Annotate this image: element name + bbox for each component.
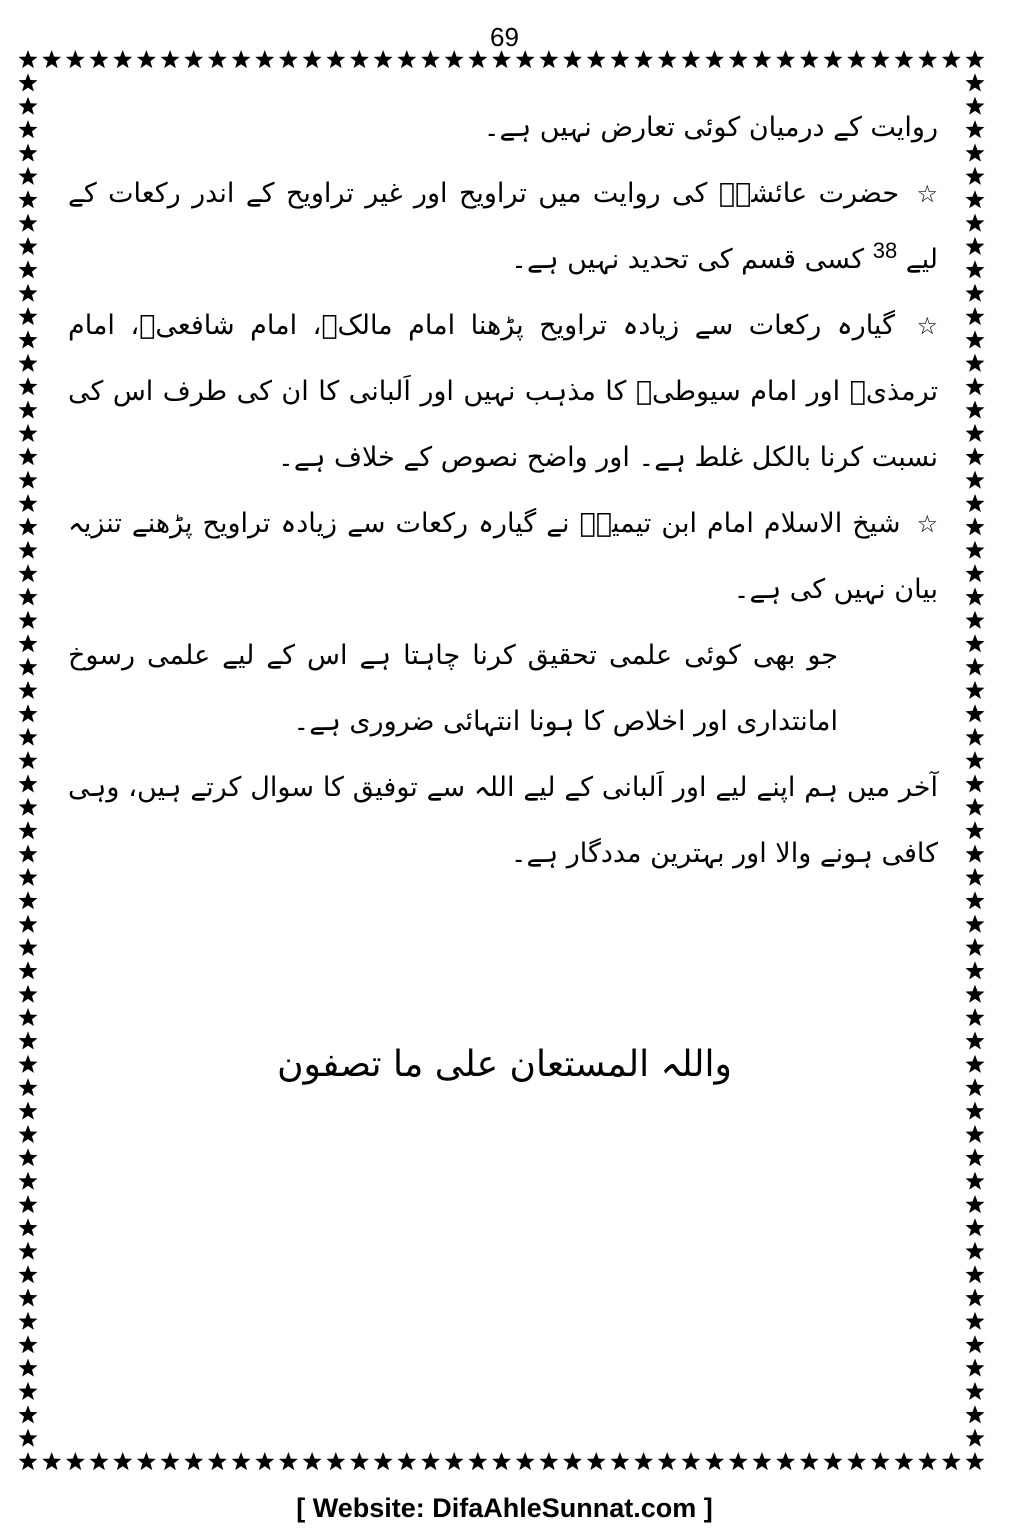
border-star-icon [66, 1452, 85, 1470]
border-star-icon [19, 681, 38, 699]
border-star-icon [895, 50, 914, 68]
border-star-icon [468, 50, 487, 68]
border-star-icon [19, 774, 38, 792]
border-star-icon [19, 564, 38, 582]
border-star-icon [800, 1452, 819, 1470]
border-star-icon [966, 611, 985, 629]
border-star-icon [966, 1242, 985, 1260]
border-star-icon [966, 330, 985, 348]
border-star-icon [19, 73, 38, 91]
paragraph-3 [68, 293, 938, 491]
border-star-icon [19, 1335, 38, 1353]
border-star-icon [942, 50, 961, 68]
border-star-icon [492, 50, 511, 68]
border-star-icon [966, 1148, 985, 1166]
border-star-icon [66, 50, 85, 68]
border-star-icon [19, 260, 38, 278]
border-star-icon [137, 1452, 156, 1470]
border-star-icon [19, 1242, 38, 1260]
border-star-icon [19, 821, 38, 839]
paragraph-2: ☆ حضرت عائشہؓ کی روایت میں تراویح اور غیر تراویح کے اندر رکعات کے لیے 38 کسی قسم کی تحدید نہیں ہے۔ [68, 161, 938, 293]
website-footer: [ Website: DifaAhleSunnat.com ] [296, 1493, 713, 1523]
border-star-icon [90, 50, 109, 68]
border-star-icon [587, 50, 606, 68]
border-star-icon [113, 1452, 132, 1470]
border-star-icon [966, 1288, 985, 1306]
border-star-icon [966, 845, 985, 863]
border-star-icon [966, 447, 985, 465]
border-star-icon [966, 424, 985, 442]
border-star-icon [19, 728, 38, 746]
paragraph-text: جو بھی کوئی علمی تحقیق کرنا چاہتا ہے اس کے لیے علمی رسوخ امانتداری اور اخلاص کا ہونا انتہائی ضروری ہے۔ [68, 640, 838, 737]
border-star-icon [705, 1452, 724, 1470]
border-star-icon [445, 50, 464, 68]
paragraph-5 [68, 623, 938, 755]
border-star-icon [19, 1125, 38, 1143]
border-star-icon [19, 424, 38, 442]
border-star-icon [303, 1452, 322, 1470]
border-star-icon [19, 447, 38, 465]
border-star-icon [966, 751, 985, 769]
border-star-icon [19, 1172, 38, 1190]
border-star-icon [966, 284, 985, 302]
border-star-icon [895, 1452, 914, 1470]
border-star-icon [397, 50, 416, 68]
border-star-icon [966, 587, 985, 605]
border-star-icon [966, 891, 985, 909]
border-star-icon [966, 1008, 985, 1026]
border-star-icon [966, 167, 985, 185]
border-star-icon [681, 1452, 700, 1470]
border-star-icon [966, 704, 985, 722]
border-star-icon [19, 541, 38, 559]
border-star-icon [776, 1452, 795, 1470]
border-star-icon [161, 1452, 180, 1470]
border-star-icon [19, 1265, 38, 1283]
border-star-icon [19, 120, 38, 138]
border-star-icon [374, 1452, 393, 1470]
border-star-icon [966, 961, 985, 979]
border-star-icon [19, 471, 38, 489]
border-star-icon [966, 1172, 985, 1190]
border-star-icon [19, 517, 38, 535]
border-star-icon [823, 1452, 842, 1470]
border-star-icon [19, 307, 38, 325]
border-star-icon [421, 1452, 440, 1470]
border-star-icon [966, 517, 985, 535]
border-star-icon [966, 354, 985, 372]
border-star-icon [752, 1452, 771, 1470]
border-star-icon [966, 190, 985, 208]
border-star-icon [705, 50, 724, 68]
border-star-icon [966, 494, 985, 512]
border-star-icon [800, 50, 819, 68]
border-star-icon [303, 50, 322, 68]
border-star-icon [966, 658, 985, 676]
border-star-icon [208, 1452, 227, 1470]
border-star-icon [19, 1008, 38, 1026]
border-star-icon [19, 634, 38, 652]
border-star-icon [966, 728, 985, 746]
border-star-icon [516, 50, 535, 68]
border-star-icon [966, 50, 985, 68]
border-star-icon [19, 50, 38, 68]
border-star-icon [729, 1452, 748, 1470]
border-star-icon [19, 1312, 38, 1330]
border-star-icon [19, 190, 38, 208]
border-star-icon [350, 1452, 369, 1470]
border-star-icon [563, 50, 582, 68]
border-star-icon [232, 50, 251, 68]
border-star-icon [326, 1452, 345, 1470]
border-star-icon [445, 1452, 464, 1470]
border-star-icon [208, 50, 227, 68]
border-star-icon [19, 961, 38, 979]
border-star-icon [634, 50, 653, 68]
border-star-icon [563, 1452, 582, 1470]
border-star-icon [137, 50, 156, 68]
border-star-icon [113, 50, 132, 68]
border-star-icon [966, 1125, 985, 1143]
border-star-icon [729, 50, 748, 68]
border-star-icon [184, 50, 203, 68]
border-star-icon [539, 50, 558, 68]
border-star-icon [19, 1218, 38, 1236]
border-star-icon [326, 50, 345, 68]
border-star-icon [350, 50, 369, 68]
border-star-icon [966, 774, 985, 792]
border-star-icon [966, 1452, 985, 1470]
border-star-icon [19, 845, 38, 863]
border-star-icon [19, 1405, 38, 1423]
star-bullet-icon: ☆ [916, 312, 938, 340]
border-star-icon [966, 915, 985, 933]
border-star-icon [966, 634, 985, 652]
border-star-icon [966, 868, 985, 886]
border-star-icon [19, 751, 38, 769]
border-star-icon [966, 401, 985, 419]
border-star-icon [19, 330, 38, 348]
border-star-icon [19, 1148, 38, 1166]
border-star-icon [19, 401, 38, 419]
border-star-icon [19, 284, 38, 302]
border-star-icon [468, 1452, 487, 1470]
border-star-icon [19, 1359, 38, 1377]
border-star-icon [966, 1218, 985, 1236]
border-star-icon [279, 50, 298, 68]
border-star-icon [966, 144, 985, 162]
border-star-icon [871, 50, 890, 68]
closing-phrase: واللہ المستعان علی ما تصفون [277, 1044, 732, 1085]
border-star-icon [966, 1335, 985, 1353]
border-star-icon [966, 821, 985, 839]
border-star-icon [681, 50, 700, 68]
border-star-icon [539, 1452, 558, 1470]
border-star-icon [42, 1452, 61, 1470]
border-star-icon [966, 1102, 985, 1120]
border-star-icon [966, 1405, 985, 1423]
border-star-icon [42, 50, 61, 68]
star-bullet-icon: ☆ [916, 180, 938, 208]
border-star-icon [918, 50, 937, 68]
border-star-icon [19, 1102, 38, 1120]
paragraph-text: حضرت عائشہؓ کی روایت میں تراویح اور غیر تراویح کے اندر رکعات کے لیے [68, 178, 938, 275]
border-star-icon [918, 1452, 937, 1470]
paragraph-4 [68, 491, 938, 623]
border-star-icon [255, 50, 274, 68]
border-star-icon [184, 1452, 203, 1470]
border-star-icon [161, 50, 180, 68]
border-star-icon [966, 985, 985, 1003]
paragraph-1 [68, 95, 938, 161]
border-star-icon [492, 1452, 511, 1470]
border-star-icon [966, 307, 985, 325]
border-star-icon [19, 938, 38, 956]
border-star-icon [397, 1452, 416, 1470]
border-star-icon [966, 1312, 985, 1330]
border-star-icon [587, 1452, 606, 1470]
border-star-icon [90, 1452, 109, 1470]
border-star-icon [19, 868, 38, 886]
paragraph-text: کسی قسم کی تحدید نہیں ہے۔ [511, 244, 865, 275]
border-star-icon [19, 377, 38, 395]
border-star-icon [19, 985, 38, 1003]
border-star-icon [19, 611, 38, 629]
border-star-icon [966, 214, 985, 232]
border-star-icon [19, 1382, 38, 1400]
border-star-icon [610, 1452, 629, 1470]
border-star-icon [19, 1195, 38, 1213]
border-star-icon [966, 237, 985, 255]
border-star-icon [232, 1452, 251, 1470]
border-star-icon [847, 1452, 866, 1470]
border-star-icon [279, 1452, 298, 1470]
border-star-icon [610, 50, 629, 68]
border-star-icon [966, 1265, 985, 1283]
border-star-icon [19, 167, 38, 185]
paragraph-text: روایت کے درمیان کوئی تعارض نہیں ہے۔ [483, 112, 938, 143]
border-star-icon [966, 1359, 985, 1377]
border-star-icon [966, 377, 985, 395]
border-star-icon [966, 120, 985, 138]
border-star-icon [19, 237, 38, 255]
border-star-icon [823, 50, 842, 68]
border-star-icon [966, 260, 985, 278]
border-star-icon [634, 1452, 653, 1470]
border-star-icon [966, 798, 985, 816]
border-star-icon [847, 50, 866, 68]
border-star-icon [966, 681, 985, 699]
border-star-icon [19, 214, 38, 232]
border-star-icon [942, 1452, 961, 1470]
border-star-icon [516, 1452, 535, 1470]
border-star-icon [871, 1452, 890, 1470]
border-star-icon [966, 564, 985, 582]
border-star-icon [966, 471, 985, 489]
border-star-icon [752, 50, 771, 68]
border-star-icon [966, 1382, 985, 1400]
border-star-icon [19, 587, 38, 605]
border-star-icon [19, 798, 38, 816]
border-star-icon [19, 891, 38, 909]
paragraph-6 [68, 755, 938, 887]
border-star-icon [421, 50, 440, 68]
paragraph-text: گیارہ رکعات سے زیادہ تراویح پڑھنا امام مالکؒ، امام شافعیؒ، امام ترمذیؒ اور امام سیوطیؒ کا مذہب نہیں اور اَلبانی کا ان کی طرف اس کی نسبت کرنا بالکل غلط ہے۔ اور واضح نصوص کے خلاف ہے۔ [68, 310, 938, 473]
border-star-icon [19, 144, 38, 162]
border-star-icon [19, 354, 38, 372]
border-star-icon [658, 50, 677, 68]
border-star-icon [966, 1195, 985, 1213]
border-star-icon [255, 1452, 274, 1470]
border-star-icon [19, 97, 38, 115]
border-star-icon [966, 97, 985, 115]
border-star-icon [19, 1288, 38, 1306]
border-star-icon [19, 658, 38, 676]
border-star-icon [19, 704, 38, 722]
border-star-icon [776, 50, 795, 68]
border-star-icon [374, 50, 393, 68]
border-star-icon [966, 938, 985, 956]
page-body [68, 95, 938, 887]
paragraph-text: آخر میں ہم اپنے لیے اور اَلبانی کے لیے اللہ سے توفیق کا سوال کرتے ہیں، وہی کافی ہونے والا اور بہترین مددگار ہے۔ [68, 772, 938, 869]
border-star-icon [658, 1452, 677, 1470]
border-star-icon [19, 494, 38, 512]
border-star-icon [966, 73, 985, 91]
border-star-icon [19, 1452, 38, 1470]
border-star-icon [966, 1429, 985, 1447]
page-number: 69 [490, 22, 519, 52]
paragraph-text: شیخ الاسلام امام ابن تیمیہؒ نے گیارہ رکعات سے زیادہ تراویح پڑھنے تنزیہ بیان نہیں کی ہے۔ [68, 508, 938, 605]
border-star-icon [19, 915, 38, 933]
star-bullet-icon: ☆ [916, 510, 938, 538]
border-star-icon [19, 1429, 38, 1447]
border-star-icon [966, 541, 985, 559]
